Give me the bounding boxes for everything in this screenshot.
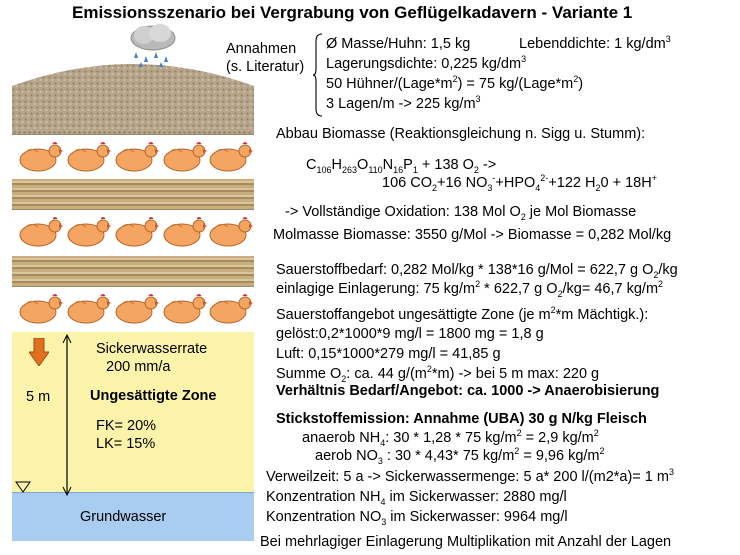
assumptions-label-1: Annahmen <box>226 41 297 57</box>
mass-per-hen: Ø Masse/Huhn: 1,5 kg <box>326 36 471 52</box>
groundwater-label: Grundwasser <box>80 509 167 525</box>
chicken-icon <box>16 140 64 176</box>
chicken-icon <box>112 215 160 251</box>
residence-time-line: Verweilzeit: 5 a -> Sickerwassermenge: 5 a* 200 l/(m2*a)= 1 $m^3$ <box>266 467 674 485</box>
chicken-icon <box>64 140 112 176</box>
chicken-icon <box>206 215 254 251</box>
ratio-line: Verhältnis Bedarf/Angebot: ca. 1000 -> Anaerobisierung <box>276 383 660 399</box>
chicken-layer-1 <box>12 134 254 180</box>
reaction-equation-line-2: 106 $CO_2+16$ $NO_3^-+HPO_4^{2-}+122$ $H_20 + 18H^+$ <box>382 173 657 193</box>
aerob-no3-line: aerob $NO_3$ : 30 * 4,43* 75 $kg/m^2 = 9,96$ $kg/m^2$ <box>315 446 605 466</box>
no3-concentration-line: Konzentration $NO_3$ im Sickerwasser: 9964 mg/l <box>266 509 568 527</box>
rain-cloud-icon <box>126 22 180 68</box>
oxidation-line: -> Vollständige Oxidation: 138 Mol $O_2$ je Mol Biomasse <box>285 204 637 222</box>
soil-layer-1 <box>12 179 254 209</box>
footer-note: Bei mehrlagiger Einlagerung Multiplikation mit Anzahl der Lagen <box>260 534 672 550</box>
oxygen-demand-line: Sauerstoffbedarf: 0,282 Mol/kg * 138*16 g/Mol = 622,7 g $O_2/kg$ <box>276 262 678 280</box>
chicken-icon <box>112 292 160 328</box>
chicken-layer-2 <box>12 209 254 257</box>
assumptions-brace <box>313 33 323 117</box>
page-title: Emissionsszenario bei Vergrabung von Geflügelkadavern - Variante 1 <box>72 3 633 22</box>
seepage-rate-value: 200 mm/a <box>106 359 171 375</box>
layers-per-meter: 3 Lagen/m -> 225 $kg/m^3$ <box>326 94 481 112</box>
molar-mass-line: Molmasse Biomasse: 3550 g/Mol -> Biomasse = 0,282 Mol/kg <box>273 227 672 243</box>
nitrogen-heading: Stickstoffemission: Annahme (UBA) 30 g N/kg Fleisch <box>276 411 647 427</box>
seepage-arrow-icon <box>29 338 49 366</box>
air-oxygen-line: Luft: 0,15*1000*279 mg/l = 41,85 g <box>276 346 501 362</box>
chicken-icon <box>160 140 208 176</box>
seepage-rate-label: Sickerwasserrate <box>96 341 208 357</box>
assumptions-label-2: (s. Literatur) <box>226 59 305 75</box>
unsaturated-zone-label: Ungesättigte Zone <box>90 388 217 404</box>
chicken-icon <box>64 292 112 328</box>
depth-label: 5 m <box>26 389 51 405</box>
chicken-icon <box>16 215 64 251</box>
oxygen-supply-line: Sauerstoffangebot ungesättigte Zone (je $m^2*m$ Mächtigk.): <box>276 305 649 323</box>
single-layer-line: einlagige Einlagerung: 75 $kg/m^2 * 622,7$ g $O_2/kg= 46,7$ $kg/m^2$ <box>276 279 664 299</box>
water-table-icon <box>14 480 32 494</box>
live-density: Lebenddichte: 1 $kg/dm^3$ <box>519 34 671 52</box>
reaction-equation-line-1: $C_{106}H_{263}O_{110}N_{16}P_1 + 138$ $O_2$ -> <box>306 157 497 175</box>
chicken-icon <box>160 215 208 251</box>
soil-layer-2 <box>12 256 254 286</box>
air-capacity-label: LK= 15% <box>96 436 156 452</box>
storage-density: Lagerungsdichte: 0,225 $kg/dm^3$ <box>326 54 527 72</box>
depth-dimension-line <box>60 334 74 496</box>
field-capacity-label: FK= 20% <box>96 418 157 434</box>
chicken-icon <box>112 140 160 176</box>
chicken-layer-3 <box>12 286 254 334</box>
oxygen-sum-line: Summe $O_2$: ca. 44 $g/(m^2*m)$ -> bei 5 m max: 220 g <box>276 364 600 384</box>
nh4-concentration-line: Konzentration $NH_4$ im Sickerwasser: 2880 mg/l <box>266 489 567 507</box>
degradation-heading: Abbau Biomasse (Reaktionsgleichung n. Sigg u. Stumm): <box>276 126 646 142</box>
anaerob-nh4-line: anaerob $NH_4$: 30 * 1,28 * 75 $kg/m^2 = 2,9$ $kg/m^2$ <box>302 428 599 448</box>
hens-per-layer: 50 Hühner/$(Lage*m^2) = 75$ $kg/(Lage*m^2)$ <box>326 74 584 92</box>
chicken-icon <box>64 215 112 251</box>
dissolved-oxygen-line: gelöst:0,2*1000*9 mg/l = 1800 mg = 1,8 g <box>276 326 544 342</box>
chicken-icon <box>16 292 64 328</box>
chicken-icon <box>206 292 254 328</box>
chicken-icon <box>206 140 254 176</box>
chicken-icon <box>160 292 208 328</box>
